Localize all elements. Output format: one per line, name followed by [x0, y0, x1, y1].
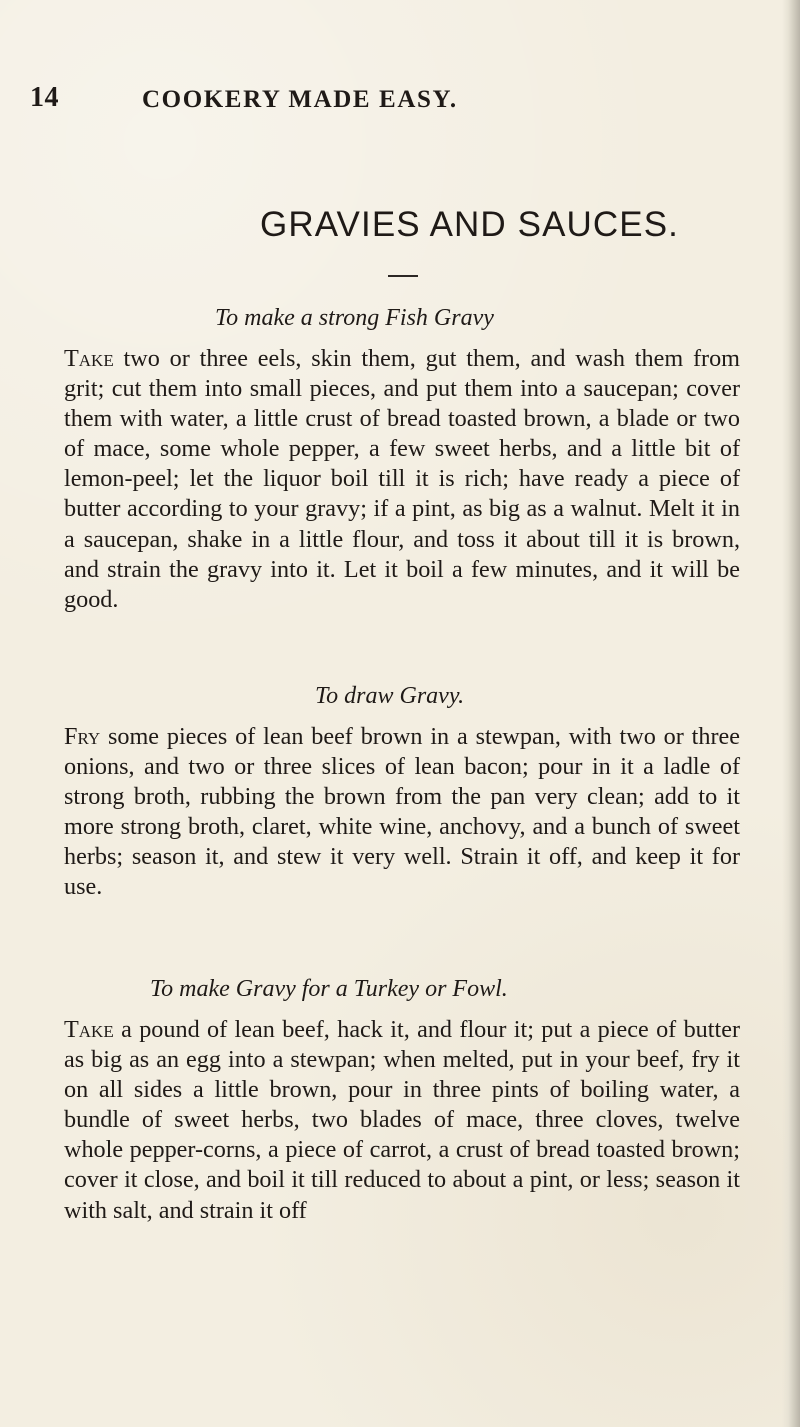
- recipe-lead-draw-gravy: Fry: [64, 723, 101, 750]
- recipe-body-turkey-fowl-gravy: a pound of lean beef, hack it, and flour it; put a piece of butter as big as an egg into a stewpan; when melted, put in your beef, fry it on all sides a little brown, pour in three pints of boiling water, a bundle of sweet herbs, two blades of mace, three cloves, twelve whole pepper-corns, a piece of carrot, a crust of bread toasted brown; cover it close, and boil it till reduced to about a pint, or less; season it with salt, and strain it off: [64, 1016, 740, 1224]
- recipe-heading-draw-gravy: To draw Gravy.: [315, 683, 465, 709]
- page-header: [30, 82, 750, 122]
- recipe-heading-turkey-fowl-gravy: To make Gravy for a Turkey or Fowl.: [150, 976, 508, 1002]
- recipe-body-draw-gravy: some pieces of lean beef brown in a stewpan, with two or three onions, and two or three slices of lean bacon; pour in it a ladle of strong broth, rubbing the brown from the pan very clean; add to it more strong broth, claret, white wine, anchovy, and a bunch of sweet herbs; season it, and stew it very well. Strain it off, and keep it for use.: [64, 723, 740, 901]
- section-title: GRAVIES AND SAUCES.: [260, 205, 679, 244]
- recipe-text-fish-gravy: [64, 344, 740, 615]
- recipe-body-fish-gravy: two or three eels, skin them, gut them, and wash them from grit; cut them into small pieces, and put them into a saucepan; cover them with water, a little crust of bread toasted brown, a blade or two of mace, some whole pepper, a few sweet herbs, and a little bit of lemon-peel; let the liquor boil till it is rich; have ready a piece of butter according to your gravy; if a pint, as big as a walnut. Melt it in a saucepan, shake in a little flour, and toss it about till it is brown, and strain the gravy into it. Let it boil a few minutes, and it will be good.: [64, 345, 740, 613]
- recipe-lead-fish-gravy: Take: [64, 345, 114, 372]
- recipe-heading-fish-gravy: To make a strong Fish Gravy: [215, 305, 494, 331]
- recipe-lead-turkey-fowl-gravy: Take: [64, 1016, 114, 1043]
- page-number: 14: [30, 82, 59, 113]
- recipe-text-draw-gravy: [64, 722, 740, 903]
- running-head: COOKERY MADE EASY.: [142, 86, 458, 113]
- section-rule: [388, 275, 418, 277]
- page-edge-shadow: [782, 0, 800, 1427]
- recipe-text-turkey-fowl-gravy: [64, 1015, 740, 1226]
